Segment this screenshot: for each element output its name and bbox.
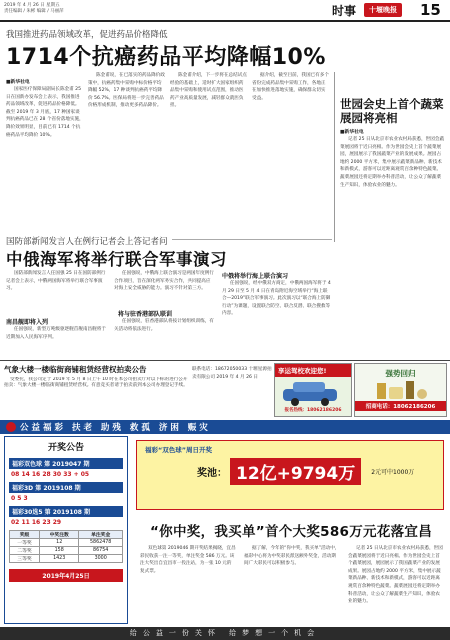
article2-col1: 国防部新闻发言人任国强 25 日在国防部例行记者会上表示，中俄两国海军将举行联合军事演习。 (6, 271, 106, 292)
cosmetics-title: 强势回归 (385, 369, 416, 378)
draw-results-panel (4, 436, 128, 624)
draw-issue-3: 福彩30选5 第 2019108 期 (9, 506, 123, 517)
header-rule (0, 20, 450, 22)
table-header: 中奖注数 (40, 531, 79, 539)
page-number: 15 (420, 1, 441, 19)
article2-kicker: 国防部新闻发言人在例行记者会上答记者问 (6, 235, 172, 247)
draw-issue-1: 福彩双色球 第 2019047 期 (9, 458, 123, 469)
article1-col1: 国家医疗保障局副局长陈金甫 25 日在国新办发布会上表示，我国推进药品领域改革，促进药品价格降低。截至 2019 年 3 月底，17 种国家谈判抗癌药品已在 28 个省份落地实施，降价效果明显，目前已有 1714 个抗癌药品平均降价 10%。 (6, 87, 84, 138)
prize-table (9, 530, 123, 563)
draw-results-title: 开奖公告 (47, 443, 84, 453)
footer-slogan: 给公益一份关怀 给梦想一个机会 (0, 627, 450, 640)
driving-school-phone: 报名热线：18062186206 (284, 408, 342, 413)
table-cell: 3000 (79, 555, 123, 563)
brand-logo: 十堰晚报 (364, 3, 402, 17)
driving-school-title: 享运驾校欢迎您! (275, 364, 351, 377)
table-cell: 一等奖 (10, 539, 40, 547)
driving-school-ad (274, 363, 352, 417)
welfare-logo-icon (6, 422, 16, 432)
column-divider (334, 72, 335, 242)
auction-contact: 联系电话：18672050033 十堰星源拍卖有限公司 2019 年 4 月 26 日 (192, 367, 272, 380)
cosmetics-ad (354, 363, 447, 417)
auction-title: 气象大楼一楼临街商铺租赁经营权拍卖公告 (4, 365, 147, 374)
jackpot-banner (136, 440, 444, 510)
table-header: 单注奖金 (79, 531, 123, 539)
article2-col1b: 任国强说，新型万吨级驱逐舰首舰南昌舰将于近期加入人民海军序列。 (6, 327, 106, 340)
article1-byline: ■新华社电 (6, 80, 30, 85)
table-row (10, 555, 123, 563)
article2-headline: 中俄海军将举行联合军事演习 (6, 250, 227, 269)
lottery-body-col2: 据了解，今年的“你中奖，我买单”活动中，福彩中心将为中奖彩民派送额外奖金，活动期间广大彩民可以积极参与。 (244, 546, 340, 567)
lottery-body-col1: 双色球第 2019046 期开奖结果揭晓，宜昌彩民收获一注一等奖，单注奖金 586 万元。该注大奖出自宜昌市一投注站，为一张 10 元的复式票。 (140, 546, 236, 574)
table-header: 奖级 (10, 531, 40, 539)
draw-numbers-2: 0 5 3 (11, 495, 28, 502)
jackpot-amount: 12亿+9794万 (230, 458, 361, 485)
lottery-body-col3: 记者 25 日从北京市农业农村局获悉，世园会蔬菜展园将于近日亮相。作为世园会史上首个蔬菜展园，展园展示了我国蔬菜产业的发展成果。展园占地约 2000 平方米，集中展示蔬菜新品种、新技术和新模式，游客可以近距离观赏百余种特色蔬菜。蔬菜展园还将定期举办科普活动，让公众了解蔬菜生产知识，体验农业的魅力。 (348, 546, 443, 605)
table-row (10, 547, 123, 555)
auction-notice (4, 364, 190, 416)
article2-col2: 任国强说，中俄海上联合演习是两国年度例行合作项目，旨在深化两军务实合作，共同提高应对海上安全威胁的能力。演习不针对第三方。 (114, 271, 214, 292)
cosmetics-phone: 招商电话：18062186206 (355, 401, 446, 411)
article2-col3: 任国强说，经中俄双方商定，中俄两国海军将于 4 月 29 日至 5 月 4 日在青岛附近海空域举行“海上联合—2019”联合军事演习。此次演习以“联合海上防御行动”为课题，设置联合防空、联合反潜、联合搜救等内容。 (222, 281, 331, 317)
draw-numbers-3: 02 11 16 23 29 (11, 519, 62, 526)
table-cell: 86754 (79, 547, 123, 555)
sidebar-headline: 世园会史上首个蔬菜展园将亮相 (340, 97, 444, 125)
table-cell: 二等奖 (10, 547, 40, 555)
lottery-banner (0, 420, 450, 434)
table-cell: 三等奖 (10, 555, 40, 563)
section-title: 时事 (332, 4, 357, 18)
table-cell: 5862478 (79, 539, 123, 547)
draw-numbers-1: 08 14 16 28 30 33 + 05 (11, 471, 90, 478)
article1-kicker: 我国推进药品领域改革，促进药品价格降低 (6, 30, 168, 40)
article2-subhead2: 将与驻香港部队联训 (118, 311, 173, 318)
auction-body: 受委托，我公司定于 2019 年 5 月 8 日上午 10 时在本公司拍卖厅对以下标的进行公开拍卖：气象大楼一楼临街商铺租赁经营权。有意竞买者请于拍卖前到本公司办理登记手续。 (4, 377, 188, 389)
date-line: 2019 年 4 月 26 日 星期五 (4, 3, 60, 8)
lottery-banner-text: 公益福彩 扶老 助残 救孤 济困 赈灾 (20, 423, 211, 433)
table-cell: 1423 (40, 555, 79, 563)
ads-divider (0, 360, 450, 361)
editor-line: 责任编辑 / 朱彬 编辑 / 马丽萍 (4, 9, 64, 14)
sidebar-byline: ■新华社电 (340, 130, 364, 135)
table-row (10, 539, 123, 547)
article1-col2: 陈金甫说，在已落实的药品降价政策中，抗癌药集中采购中标价格平均降幅 52%，17 种谈判抗癌药平均降价 56.7%。医保局将进一步完善药品价格形成机制，推动更多药品降价。 (88, 73, 165, 109)
article2-col2b: 任国强说，驻香港部队将按计划组织训练，有关活动将依法进行。 (114, 319, 214, 332)
lottery-headline: “你中奖，我买单”首个大奖586万元花落宜昌 (150, 524, 433, 540)
article1-col4: 据介绍，截至目前，我国已有多个省份完成药品集中采购工作，各地正在加快推进落地实施，确保群众切实受益。 (252, 73, 329, 101)
table-cell: 12 (40, 539, 79, 547)
masthead-info (4, 3, 124, 15)
jackpot-label: 福彩“双色球”周日开奖 (145, 446, 213, 454)
article1-col3: 陈金甫介绍，下一步将在总结试点经验的基础上，适时扩大国家组织药品集中采购和使用试点范围，推动医药产业高质量发展，减轻群众就医负担。 (170, 73, 247, 109)
article1-headline: 1714个抗癌药品平均降幅10% (6, 45, 326, 70)
car-illustration-icon (275, 377, 351, 407)
article2-subhead3: 中俄将举行海上联合演习 (222, 273, 289, 280)
pool-label: 奖池： (197, 468, 227, 479)
article2-subhead1: 南昌舰即将入列 (6, 319, 49, 326)
prize-note: 2元可中1000万 (371, 469, 415, 476)
product-bottles-icon (355, 379, 446, 401)
draw-date: 2019年4月25日 (9, 569, 123, 582)
table-cell: 158 (40, 547, 79, 555)
draw-issue-2: 福彩3D 第 2019108 期 (9, 482, 123, 493)
sidebar-body: 记者 25 日从北京市农业农村局获悉，世园会蔬菜展园将于近日亮相。作为世园会史上首个蔬菜展园，展园展示了我国蔬菜产业的发展成果。展园占地约 2000 平方米，集中展示蔬菜新品种、新技术和新模式，游客可以近距离观赏百余种特色蔬菜。蔬菜展园还将定期举办科普活动，让公众了解蔬菜生产知识，体验农业的魅力。 (340, 137, 445, 188)
